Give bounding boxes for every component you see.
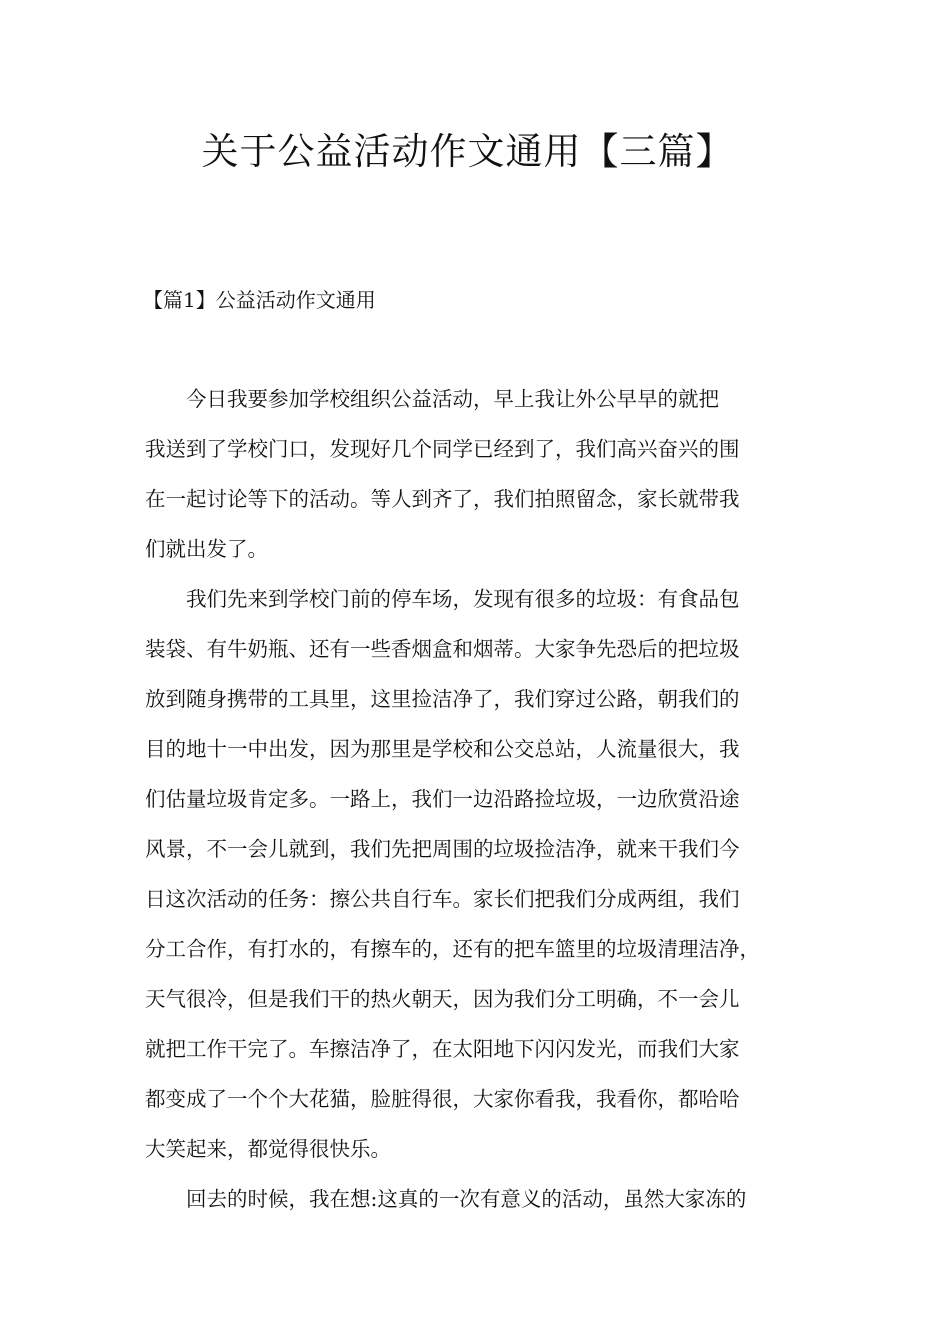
paragraph-line: 今日我要参加学校组织公益活动，早上我让外公早早的就把 [145,387,719,411]
paragraph-line: 分工合作，有打水的，有擦车的，还有的把车篮里的垃圾清理洁净， [145,937,760,961]
paragraph-line: 日这次活动的任务：擦公共自行车。家长们把我们分成两组，我们 [145,887,740,911]
document-title: 关于公益活动作文通用【三篇】 [201,130,734,173]
paragraph-line: 装袋、有牛奶瓶、还有一些香烟盒和烟蒂。大家争先恐后的把垃圾 [145,637,740,661]
paragraph-line: 目的地十一中出发，因为那里是学校和公交总站，人流量很大，我 [145,737,740,761]
paragraph-line: 大笑起来，都觉得很快乐。 [145,1137,391,1161]
paragraph-line: 回去的时候，我在想:这真的一次有意义的活动，虽然大家冻的 [145,1187,747,1211]
section-heading: 【篇1】公益活动作文通用 [143,288,376,312]
paragraph-line: 就把工作干完了。车擦洁净了，在太阳地下闪闪发光，而我们大家 [145,1037,740,1061]
paragraph-line: 在一起讨论等下的活动。等人到齐了，我们拍照留念，家长就带我 [145,487,740,511]
paragraph-line: 天气很冷，但是我们干的热火朝天，因为我们分工明确，不一会儿 [145,987,740,1011]
paragraph-line: 风景，不一会儿就到，我们先把周围的垃圾捡洁净，就来干我们今 [145,837,740,861]
paragraph-line: 我们先来到学校门前的停车场，发现有很多的垃圾：有食品包 [145,587,740,611]
paragraph-line: 们估量垃圾肯定多。一路上，我们一边沿路捡垃圾，一边欣赏沿途 [145,787,740,811]
paragraph-line: 我送到了学校门口，发现好几个同学已经到了，我们高兴奋兴的围 [145,437,740,461]
paragraph-line: 们就出发了。 [145,537,268,561]
paragraph-line: 都变成了一个个大花猫，脸脏得很，大家你看我，我看你，都哈哈 [145,1087,740,1111]
paragraph-line: 放到随身携带的工具里，这里捡洁净了，我们穿过公路，朝我们的 [145,687,740,711]
